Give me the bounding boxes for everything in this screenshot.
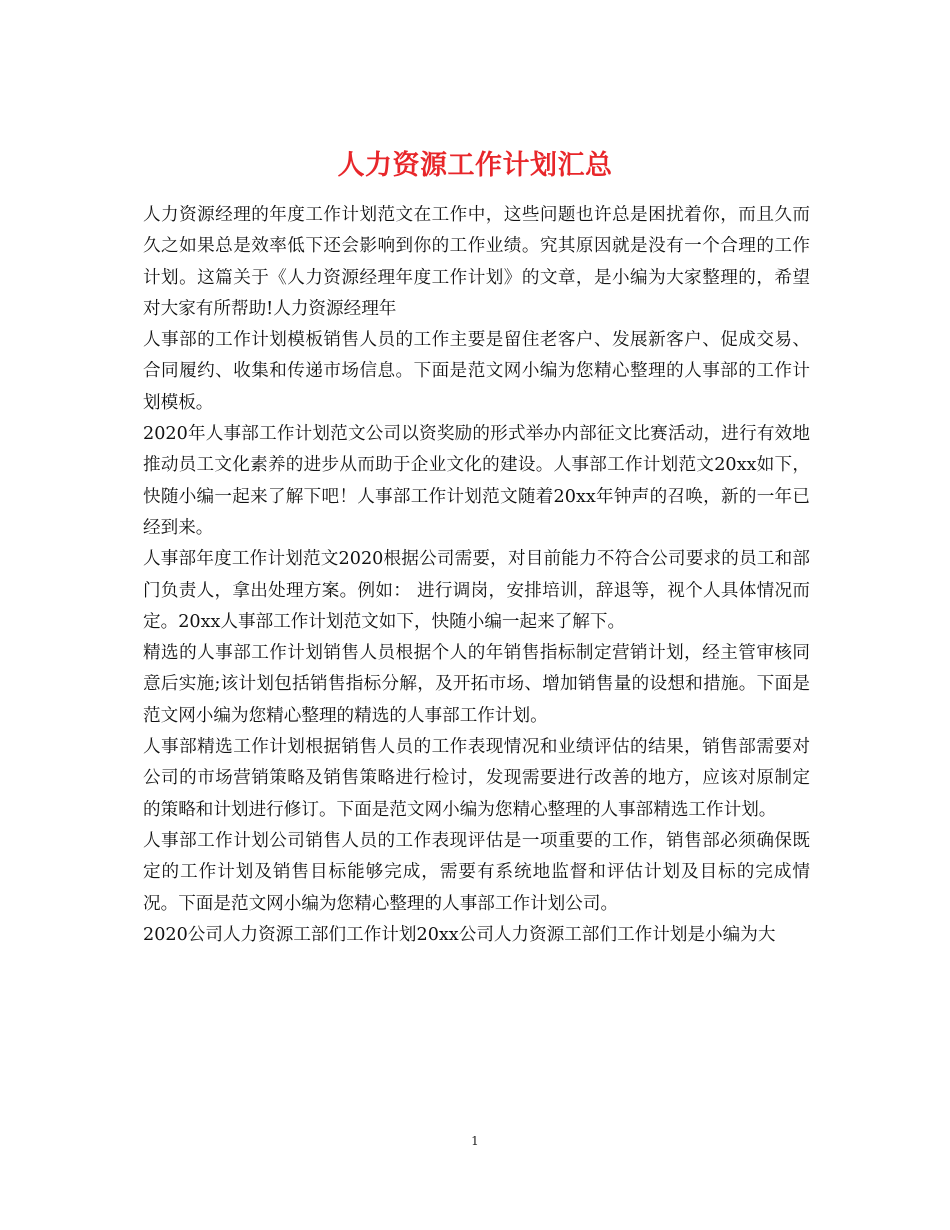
paragraph-7: 人事部工作计划公司销售人员的工作表现评估是一项重要的工作，销售部必须确保既定的工作计划及销售目标能够完成，需要有系统地监督和评估计划及目标的完成情况。下面是范文网小编为您精心整理的人事部工作计划公司。 bbox=[143, 830, 810, 914]
paragraph-4: 人事部年度工作计划范文2020根据公司需要，对目前能力不符合公司要求的员工和部门负责人，拿出处理方案。例如： 进行调岗，安排培训，辞退等，视个人具体情况而定。20xx人事部工作计划范文如下，快随小编一起来了解下。 bbox=[143, 549, 810, 632]
paragraph-2: 人事部的工作计划模板销售人员的工作主要是留住老客户、发展新客户、促成交易、合同履约、收集和传递市场信息。下面是范文网小编为您精心整理的人事部的工作计划模板。 bbox=[143, 330, 810, 413]
document-body bbox=[143, 200, 810, 951]
paragraph-8: 2020公司人力资源工部们工作计划20xx公司人力资源工部们工作计划是小编为大 bbox=[143, 924, 776, 945]
page-number: 1 bbox=[471, 1134, 479, 1148]
document-title: 人力资源工作计划汇总 bbox=[337, 150, 613, 182]
paragraph-1: 人力资源经理的年度工作计划范文在工作中，这些问题也许总是困扰着你，而且久而久之如果总是效率低下还会影响到你的工作业绩。究其原因就是没有一个合理的工作计划。这篇关于《人力资源经理年度工作计划》的文章，是小编为大家整理的，希望对大家有所帮助!人力资源经理年 bbox=[143, 205, 810, 319]
paragraph-6: 人事部精选工作计划根据销售人员的工作表现情况和业绩评估的结果，销售部需要对公司的市场营销策略及销售策略进行检讨，发现需要进行改善的地方，应该对原制定的策略和计划进行修订。下面是范文网小编为您精心整理的人事部精选工作计划。 bbox=[143, 737, 810, 820]
paragraph-3: 2020年人事部工作计划范文公司以资奖励的形式举办内部征文比赛活动，进行有效地推动员工文化素养的进步从而助于企业文化的建设。人事部工作计划范文20xx如下，快随小编一起来了解下吧！人事部工作计划范文随着20xx年钟声的召唤，新的一年已经到来。 bbox=[143, 424, 810, 538]
paragraph-5: 精选的人事部工作计划销售人员根据个人的年销售指标制定营销计划，经主管审核同意后实施;该计划包括销售指标分解，及开拓市场、增加销售量的设想和措施。下面是范文网小编为您精心整理的精选的人事部工作计划。 bbox=[143, 643, 810, 726]
